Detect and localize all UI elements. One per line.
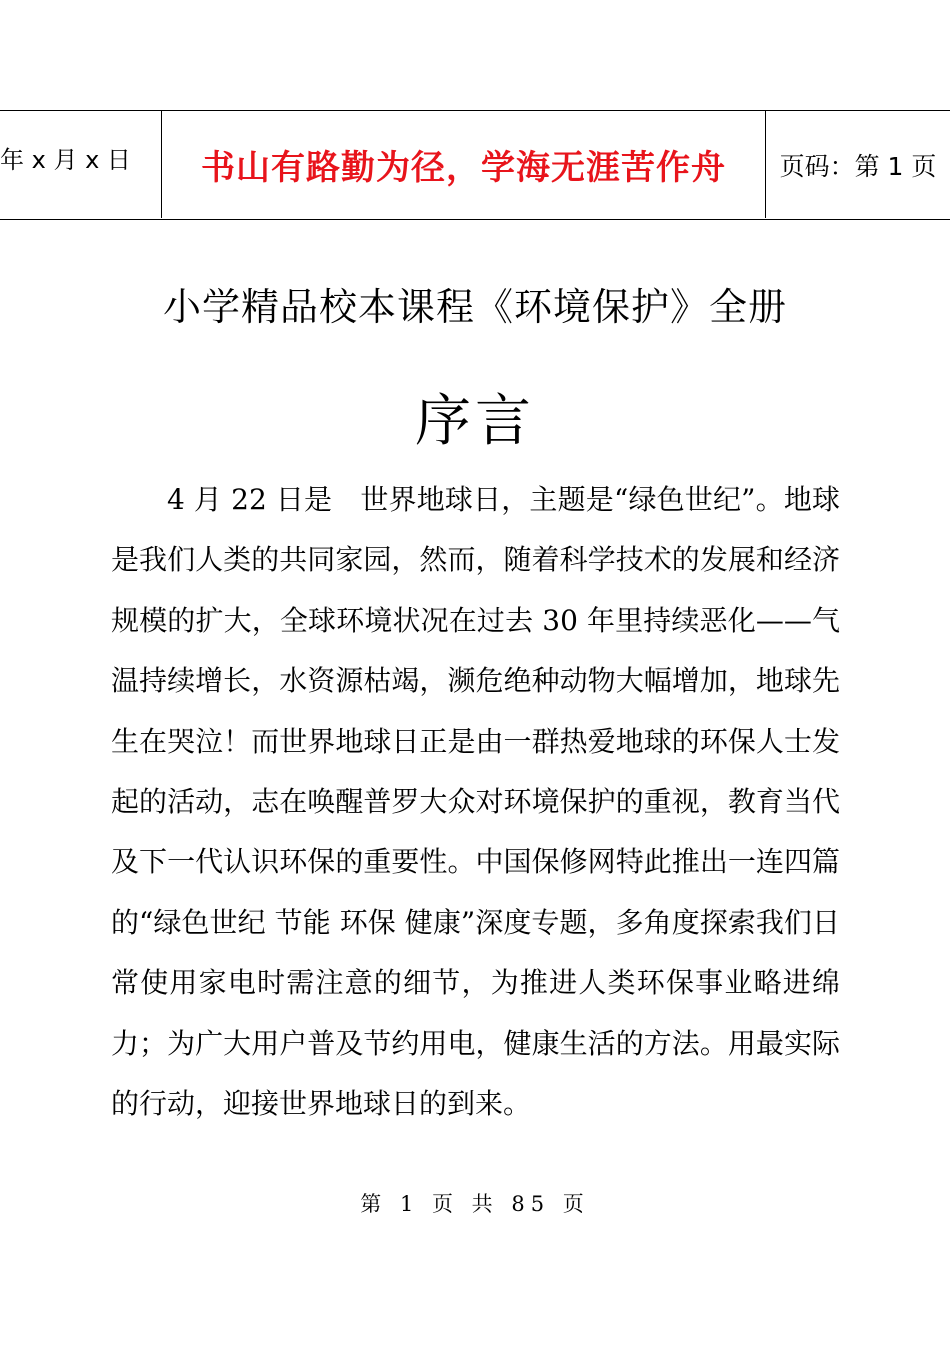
header-date: 年 x 月 x 日 — [0, 111, 162, 218]
body-paragraph: 4 月 22 日是 世界地球日，主题是“绿色世纪”。地球是我们人类的共同家园，然而，随着科学技术的发展和经济规模的扩大，全球环境状况在过去 30 年里持续恶化——气温持续增长，水资源枯竭，濒危绝种动物大幅增加，地球先生在哭泣！而世界地球日正是由一群热爱地球的环保人士发起的活动，志在唤醒普罗大众对环境保护的重视，教育当代及下一代认识环保的重要性。中国保修网特此推出一连四篇的“绿色世纪 节能 环保 健康”深度专题，多角度探索我们日常使用家电时需注意的细节，为推进人类环保事业略进绵力；为广大用户普及节约用电，健康生活的方法。用最实际的行动，迎接世界地球日的到来。 — [111, 483, 840, 1121]
section-title: 序言 — [415, 389, 535, 454]
header-motto: 书山有路勤为径，学海无涯苦作舟 — [162, 111, 766, 218]
document-title: 小学精品校本课程《环境保护》全册 — [162, 285, 787, 329]
page-header — [0, 110, 950, 220]
header-page-number: 页码：第 1 页 — [779, 151, 937, 181]
page-footer: 第 1 页 共 85 页 — [360, 1192, 590, 1216]
